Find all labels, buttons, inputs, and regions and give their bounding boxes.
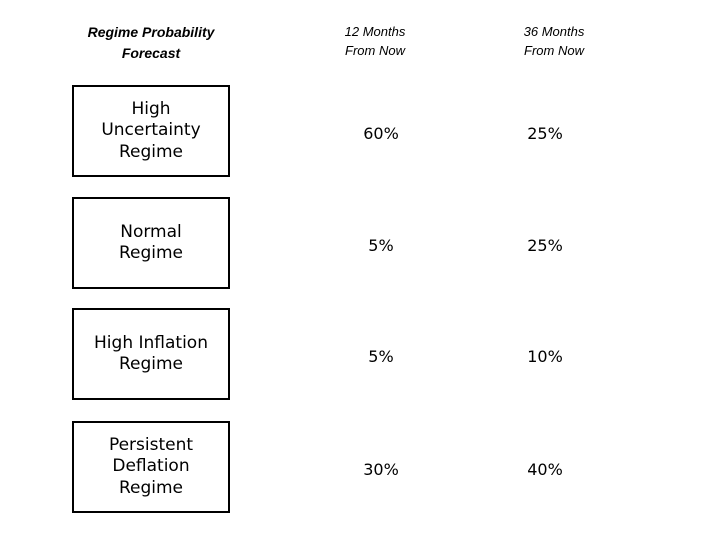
table-title — [62, 22, 240, 64]
regime-label — [94, 333, 208, 376]
regime-label-line: Regime — [118, 477, 184, 498]
regime-box-persistent-deflation — [72, 421, 230, 513]
probability-36-months-high-inflation: 10% — [527, 347, 563, 366]
probability-36-months-persistent-deflation: 40% — [527, 460, 563, 479]
probability-36-months-normal: 25% — [527, 236, 563, 255]
regime-box-normal — [72, 197, 230, 289]
regime-label-line: High Inflation — [94, 332, 208, 353]
regime-label-line: High — [131, 98, 171, 119]
regime-label-line: Regime — [118, 354, 184, 374]
regime-label-line: Regime — [118, 141, 184, 162]
probability-12-months-normal: 5% — [368, 236, 394, 255]
table-title-line-1: Regime Probability — [87, 24, 215, 40]
column-header-12-months-line-1: 12 Months — [344, 24, 406, 39]
table-title-line-2: Forecast — [121, 45, 181, 61]
probability-12-months-high-inflation: 5% — [368, 347, 394, 366]
regime-label-line: Persistent — [108, 434, 194, 455]
regime-label-line: Uncertainty — [101, 120, 201, 141]
regime-label-line: Normal — [120, 221, 182, 242]
column-header-36-months-line-2: From Now — [524, 43, 584, 58]
regime-box-high-inflation — [72, 308, 230, 400]
regime-label — [109, 435, 193, 500]
column-header-12-months — [315, 22, 435, 60]
regime-label-line: Regime — [118, 243, 184, 263]
regime-box-high-uncertainty — [72, 85, 230, 177]
probability-12-months-persistent-deflation: 30% — [363, 460, 399, 479]
regime-label-line: Deflation — [112, 456, 190, 477]
column-header-36-months-line-1: 36 Months — [523, 24, 585, 39]
probability-12-months-high-uncertainty: 60% — [363, 124, 399, 143]
probability-36-months-high-uncertainty: 25% — [527, 124, 563, 143]
regime-label — [101, 99, 200, 164]
column-header-12-months-line-2: From Now — [345, 43, 405, 58]
regime-label — [119, 222, 183, 265]
column-header-36-months — [494, 22, 614, 60]
